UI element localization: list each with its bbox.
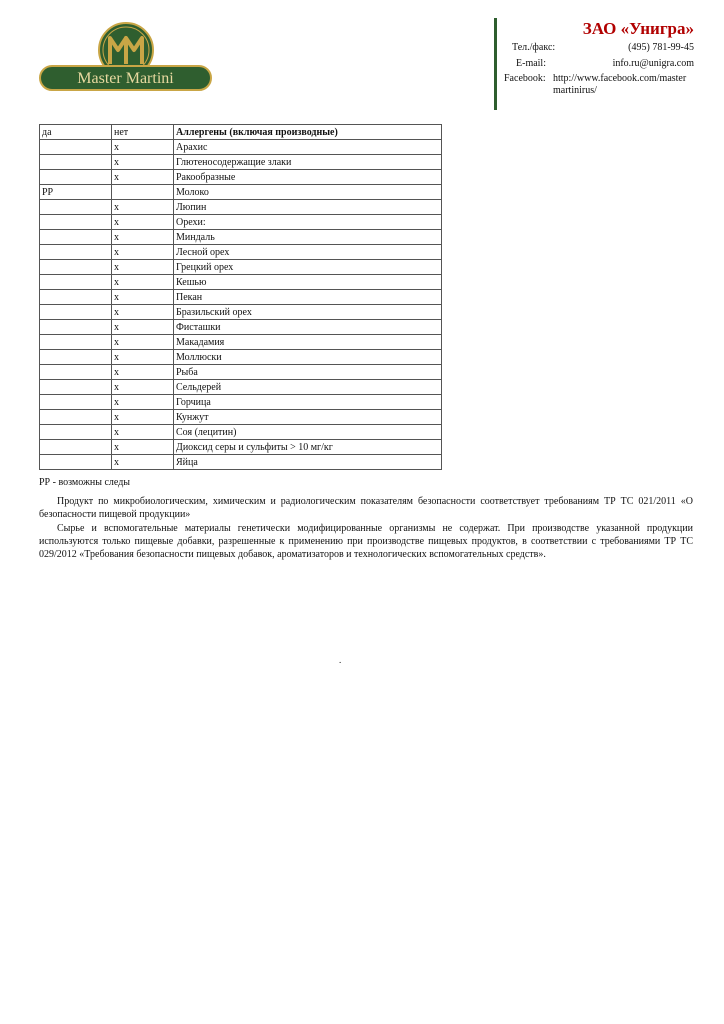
cell-no: х (112, 215, 174, 230)
cell-allergen: Миндаль (174, 230, 442, 245)
paragraph-gmo: Сырье и вспомогательные материалы генетически модифицированные организмы не содержат. При производстве указанной продукции используются только пищевые добавки, разрешенные к применению при производстве пищевых продуктов, в соответствии с требованиями ТР ТС 029/2012 «Требования безопасности пищевых добавок, ароматизаторов и технологических вспомогательных средств». (39, 523, 693, 560)
table-row (40, 230, 442, 245)
table-row (40, 305, 442, 320)
allergen-table (39, 124, 442, 470)
cell-allergen: Моллюски (174, 350, 442, 365)
cell-yes (40, 305, 112, 320)
table-row (40, 320, 442, 335)
cell-yes (40, 215, 112, 230)
table-row (40, 365, 442, 380)
header-yes: да (40, 125, 112, 140)
cell-yes (40, 410, 112, 425)
cell-yes (40, 365, 112, 380)
cell-yes (40, 350, 112, 365)
cell-yes (40, 230, 112, 245)
email-link[interactable]: info.ru@unigra.com (612, 58, 694, 69)
cell-no: х (112, 140, 174, 155)
cell-allergen: Соя (лецитин) (174, 425, 442, 440)
cell-allergen: Кешью (174, 275, 442, 290)
facebook-label: Facebook: (504, 73, 546, 84)
cell-allergen: Фисташки (174, 320, 442, 335)
cell-no: х (112, 170, 174, 185)
cell-no: х (112, 335, 174, 350)
phone-label: Тел./факс: (512, 42, 556, 53)
cell-allergen: Рыба (174, 365, 442, 380)
cell-no: х (112, 275, 174, 290)
cell-no: х (112, 305, 174, 320)
table-row (40, 380, 442, 395)
cell-allergen: Диоксид серы и сульфиты > 10 мг/кг (174, 440, 442, 455)
table-row (40, 275, 442, 290)
cell-yes (40, 260, 112, 275)
cell-yes (40, 440, 112, 455)
cell-yes (40, 455, 112, 470)
cell-allergen: Горчица (174, 395, 442, 410)
table-row (40, 290, 442, 305)
table-row (40, 350, 442, 365)
cell-allergen: Люпин (174, 200, 442, 215)
cell-yes: РР (40, 185, 112, 200)
table-row (40, 455, 442, 470)
table-row (40, 155, 442, 170)
cell-no: х (112, 200, 174, 215)
table-row (40, 215, 442, 230)
cell-yes (40, 425, 112, 440)
table-row (40, 410, 442, 425)
table-row (40, 140, 442, 155)
cell-no: х (112, 395, 174, 410)
cell-yes (40, 275, 112, 290)
cell-no: х (112, 455, 174, 470)
table-row (40, 335, 442, 350)
cell-allergen: Пекан (174, 290, 442, 305)
svg-text:Master Martini: Master Martini (77, 70, 174, 87)
company-name: ЗАО «Унигра» (582, 19, 694, 38)
cell-no (112, 185, 174, 200)
phone-value: (495) 781-99-45 (628, 42, 694, 53)
stray-mark: . (339, 655, 342, 665)
cell-allergen: Орехи: (174, 215, 442, 230)
cell-no: х (112, 320, 174, 335)
cell-yes (40, 140, 112, 155)
cell-allergen: Макадамия (174, 335, 442, 350)
table-row (40, 260, 442, 275)
cell-yes (40, 290, 112, 305)
cell-yes (40, 155, 112, 170)
cell-yes (40, 395, 112, 410)
facebook-link[interactable]: http://www.facebook.com/master martinirus/ (553, 73, 687, 96)
cell-no: х (112, 380, 174, 395)
table-row (40, 245, 442, 260)
header-divider (494, 18, 497, 110)
cell-no: х (112, 425, 174, 440)
cell-yes (40, 380, 112, 395)
cell-no: х (112, 290, 174, 305)
cell-yes (40, 245, 112, 260)
footnote: РР - возможны следы (39, 477, 131, 488)
company-header (494, 18, 694, 110)
cell-no: х (112, 350, 174, 365)
cell-allergen: Глютеносодержащие злаки (174, 155, 442, 170)
header-no: нет (112, 125, 174, 140)
cell-allergen: Ракообразные (174, 170, 442, 185)
cell-allergen: Сельдерей (174, 380, 442, 395)
cell-yes (40, 170, 112, 185)
cell-no: х (112, 155, 174, 170)
table-header-row (40, 125, 442, 140)
cell-no: х (112, 230, 174, 245)
cell-no: х (112, 440, 174, 455)
cell-allergen: Бразильский орех (174, 305, 442, 320)
cell-yes (40, 200, 112, 215)
cell-no: х (112, 365, 174, 380)
email-label: E-mail: (516, 58, 546, 69)
cell-yes (40, 320, 112, 335)
table-row (40, 185, 442, 200)
cell-no: х (112, 245, 174, 260)
cell-yes (40, 335, 112, 350)
cell-allergen: Кунжут (174, 410, 442, 425)
cell-no: х (112, 260, 174, 275)
table-row (40, 425, 442, 440)
cell-allergen: Яйца (174, 455, 442, 470)
table-row (40, 395, 442, 410)
master-martini-logo (38, 22, 213, 94)
table-row (40, 440, 442, 455)
table-row (40, 200, 442, 215)
cell-allergen: Грецкий орех (174, 260, 442, 275)
cell-allergen: Лесной орех (174, 245, 442, 260)
cell-allergen: Молоко (174, 185, 442, 200)
paragraph-safety: Продукт по микробиологическим, химическим и радиологическим показателям безопасности соответствует требованиям ТР ТС 021/2011 «О безопасности пищевой продукции» (39, 496, 693, 520)
header-allergens: Аллергены (включая производные) (174, 125, 442, 140)
cell-allergen: Арахис (174, 140, 442, 155)
cell-no: х (112, 410, 174, 425)
table-row (40, 170, 442, 185)
